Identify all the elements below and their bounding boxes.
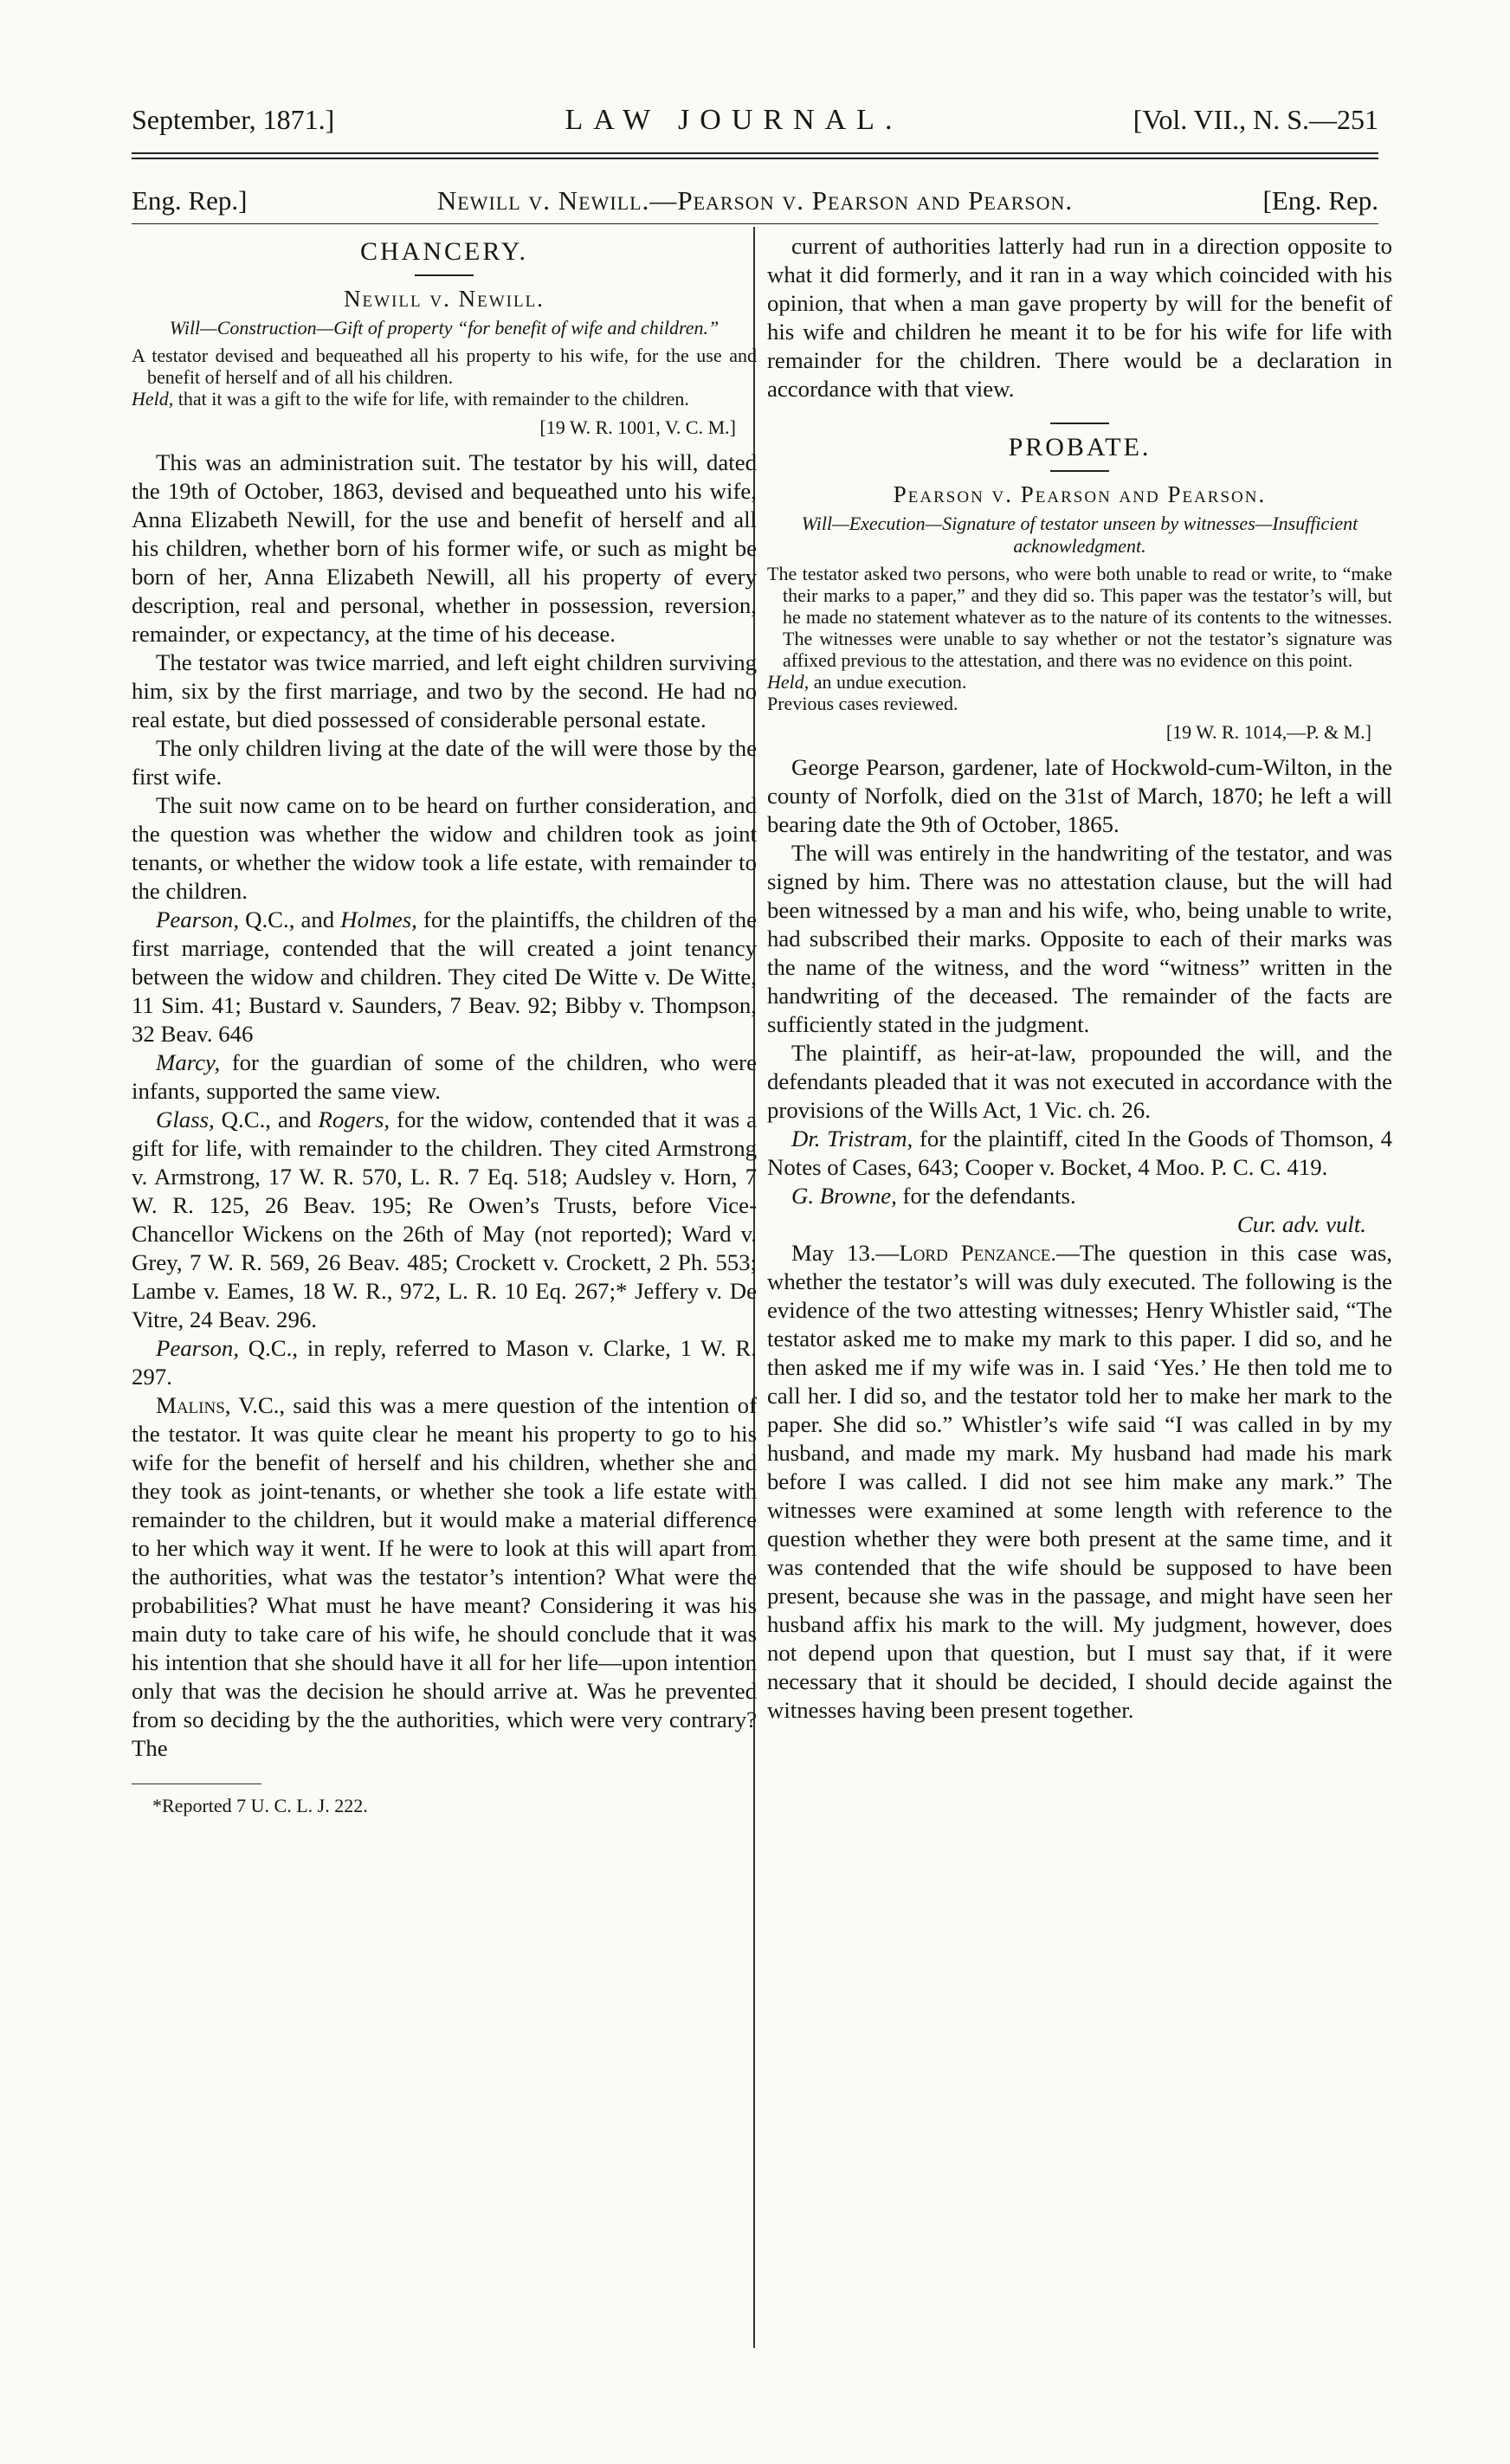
text: for the plaintiff, cited In the Goods of Thomson, 4 Notes of Cases, 643; Cooper v. Bocket, 4 Moo. P. C. C. 419.: [767, 1126, 1392, 1180]
paragraph: The will was entirely in the handwriting of the testator, and was signed by him. There was no attestation clause, but the will had been witnessed by a man and his wife, who, being unable to write, had subscribed their marks. Opposite to each of their marks was the name of the witness, and the word “witness” written in the handwriting of the deceased. The remainder of the facts are sufficiently stated in the judgment.: [767, 840, 1392, 1037]
paragraph: [132, 906, 757, 1048]
right-column: [767, 232, 1392, 1725]
citation-newill: [19 W. R. 1001, V. C. M.]: [539, 416, 736, 438]
headnote-previous-cases: Previous cases reviewed.: [767, 693, 958, 714]
paragraph: [132, 1106, 757, 1334]
counsel-name: Marcy,: [156, 1049, 221, 1075]
running-header: [132, 104, 1378, 137]
counsel-name: Rogers,: [318, 1106, 390, 1132]
paragraph: The plaintiff, as heir-at-law, propounded the will, and the defendants pleaded that it was not executed in accordance with the provisions of the Wills Act, 1 Vic. ch. 26.: [767, 1040, 1392, 1123]
footnote: *Reported 7 U. C. L. J. 222.: [152, 1795, 368, 1816]
paragraph: [132, 1334, 757, 1391]
short-rule: [1050, 422, 1109, 424]
subheader-right: [Eng. Rep.: [1262, 185, 1378, 216]
short-rule: [415, 274, 474, 276]
judge-name: Malins,: [156, 1392, 231, 1418]
held-text: that it was a gift to the wife for life, with remainder to the children.: [177, 388, 689, 410]
paragraph: The suit now came on to be heard on further consideration, and the question was whether the widow and children took as joint tenants, or whether the widow took a life estate, with remainder to the children.: [132, 792, 757, 904]
header-date: September, 1871.]: [132, 104, 335, 135]
cur-adv-vult: Cur. adv. vult.: [1236, 1211, 1366, 1237]
subheader-left: Eng. Rep.]: [132, 185, 248, 216]
paragraph: [767, 1125, 1392, 1182]
counsel-name: G. Browne,: [791, 1183, 897, 1209]
headnote-held-newill: [132, 388, 757, 410]
case-title-newill: Newill v. Newill.: [344, 286, 545, 312]
headnote-held-pearson: [767, 671, 1392, 693]
section-heading-probate: PROBATE.: [1008, 433, 1152, 461]
text: —The question in this case was, whether the testator’s will was duly executed. The following is the evidence of the two attesting witnesses; Henry Whistler said, “The testator asked me to make my mark to this paper. I did so, and he then asked me if my wife was in. I said ‘Yes.’ He then told me to call her. I did so, and the testator told her to make her mark to the paper. She did so.” Whistler’s wife said “I was called in by my husband, and made my mark. My husband had made his mark before I was called. I did not see him make any mark.” The witnesses were examined at some length with reference to the question whether they were both present at the same time, and it was contended that the wife should be supposed to have been present, because she was in the passage, and might have seen her husband affix his mark to the will. My judgment, however, does not depend upon that question, but I must say that, if it were necessary that it should be decided, I should decide against the witnesses having been present together.: [767, 1240, 1392, 1723]
short-rule: [1050, 470, 1109, 472]
headnote-text: A testator devised and bequeathed all his property to his wife, for the use and benefit of herself and of all his children.: [132, 345, 757, 388]
paragraph-continued: current of authorities latterly had run in a direction opposite to what it did formerly, and it ran in a way which coincided with his opinion, that when a man gave property by will for the benefit of his wife and children he meant it to be for his wife for life with remainder for the children. There would be a declaration in accordance with that view.: [767, 233, 1392, 402]
text: for the widow, contended that it was a gift for life, with remainder to the children. They cited Armstrong v. Armstrong, 17 W. R. 570, L. R. 7 Eq. 518; Audsley v. Horn, 7 W. R. 125, 26 Beav. 195; Re Owen’s Trusts, before Vice-Chancellor Wickens on the 26th of May (not reported); Ward v. Grey, 7 W. R. 569, 26 Beav. 485; Crockett v. Crockett, 2 Ph. 553; Lambe v. Eames, 18 W. R., 972, L. R. 10 Eq. 267;* Jeffery v. De Vitre, 24 Beav. 296.: [132, 1106, 757, 1332]
header-rule-bottom: [132, 158, 1378, 159]
counsel-name: Dr. Tristram,: [791, 1126, 913, 1151]
judgment-date: May 13.—: [791, 1240, 900, 1266]
paragraph: [132, 1391, 757, 1763]
paragraph: The testator was twice married, and left eight children surviving him, six by the first marriage, and two by the second. He had no real estate, but died possessed of considerable personal estate.: [132, 649, 757, 732]
paragraph: [767, 1182, 1392, 1210]
headnote-newill: [132, 345, 757, 388]
citation-pearson: [19 W. R. 1014,—P. & M.]: [1165, 721, 1371, 743]
catchwords-pearson: Will—Execution—Signature of testator unseen by witnesses—Insufficient acknowledgment.: [801, 513, 1358, 557]
paragraph: [767, 1239, 1392, 1725]
held-label: Held,: [767, 671, 810, 693]
judge-name: Lord Penzance.: [899, 1240, 1057, 1266]
header-volume: [Vol. VII., N. S.—251: [1132, 104, 1378, 135]
header-journal-title: LAW JOURNAL.: [565, 104, 903, 136]
text: for the guardian of some of the children, who were infants, supported the same view.: [132, 1049, 757, 1104]
catchwords-newill: Will—Construction—Gift of property “for benefit of wife and children.”: [169, 317, 720, 339]
section-heading-chancery: CHANCERY.: [360, 237, 528, 266]
counsel-name: Pearson,: [156, 1335, 240, 1361]
counsel-name: Holmes,: [340, 906, 417, 932]
headnote-pearson: [767, 563, 1392, 671]
text: Q.C., and: [239, 906, 341, 932]
subheader-rule: [132, 223, 1378, 224]
text: Q.C., in reply, referred to Mason v. Clarke, 1 W. R. 297.: [132, 1335, 757, 1390]
counsel-name: Glass,: [156, 1106, 215, 1132]
case-title-pearson: Pearson v. Pearson and Pearson.: [893, 481, 1267, 507]
text: for the defendants.: [896, 1183, 1076, 1209]
text: Q.C., and: [214, 1106, 319, 1132]
subheader-cases: Newill v. Newill.—Pearson v. Pearson and Pearson.: [436, 185, 1074, 216]
text: V.C., said this was a mere question of the intention of the testator. It was quite clear he meant his property to go to his wife for the benefit of herself and his children, whether she and they took as joint-tenants, or whether she took a life estate with remainder to the children, but it would make a material difference to her which way it went. If he were to look at this will apart from the authorities, what was the testator’s intention? What were the probabilities? What must he have meant? Considering it was his main duty to take care of his wife, he should conclude that it was his intention that she should have it all for her life—upon intention only that was the decision he should arrive at. Was he prevented from so deciding by the the authorities, which were very contrary? The: [132, 1392, 757, 1761]
header-rule-top: [132, 152, 1378, 154]
case-subheader: [132, 185, 1378, 216]
text: for the plaintiffs, the children of the first marriage, contended that the will created a joint tenancy between the widow and children. They cited De Witte v. De Witte, 11 Sim. 41; Bustard v. Saunders, 7 Beav. 92; Bibby v. Thompson, 32 Beav. 646: [132, 906, 757, 1047]
footnote-rule: [132, 1783, 261, 1784]
paragraph: This was an administration suit. The testator by his will, dated the 19th of October, 1863, devised and bequeathed unto his wife, Anna Elizabeth Newill, for the use and benefit of herself and all his children, whether born of his former wife, or such as might be born of her, Anna Elizabeth Newill, all his property of every description, real and personal, whether in possession, reversion, remainder, or expectancy, at the time of his decease.: [132, 449, 757, 647]
held-text: an undue execution.: [809, 671, 967, 693]
left-column: [132, 232, 757, 1820]
counsel-name: Pearson,: [156, 906, 240, 932]
headnote-text: The testator asked two persons, who were both unable to read or write, to “make their marks to a paper,” and they did so. This paper was the testator’s will, but he made no statement whatever as to the nature of its contents to the witnesses. The witnesses were unable to say whether or not the testator’s signature was affixed previous to the attestation, and there was no evidence on this point.: [767, 563, 1392, 671]
paragraph: The only children living at the date of the will were those by the first wife.: [132, 735, 757, 790]
held-label: Held,: [132, 388, 174, 410]
paragraph: George Pearson, gardener, late of Hockwold-cum-Wilton, in the county of Norfolk, died on the 31st of March, 1870; he left a will bearing date the 9th of October, 1865.: [767, 754, 1392, 837]
paragraph: [132, 1048, 757, 1106]
